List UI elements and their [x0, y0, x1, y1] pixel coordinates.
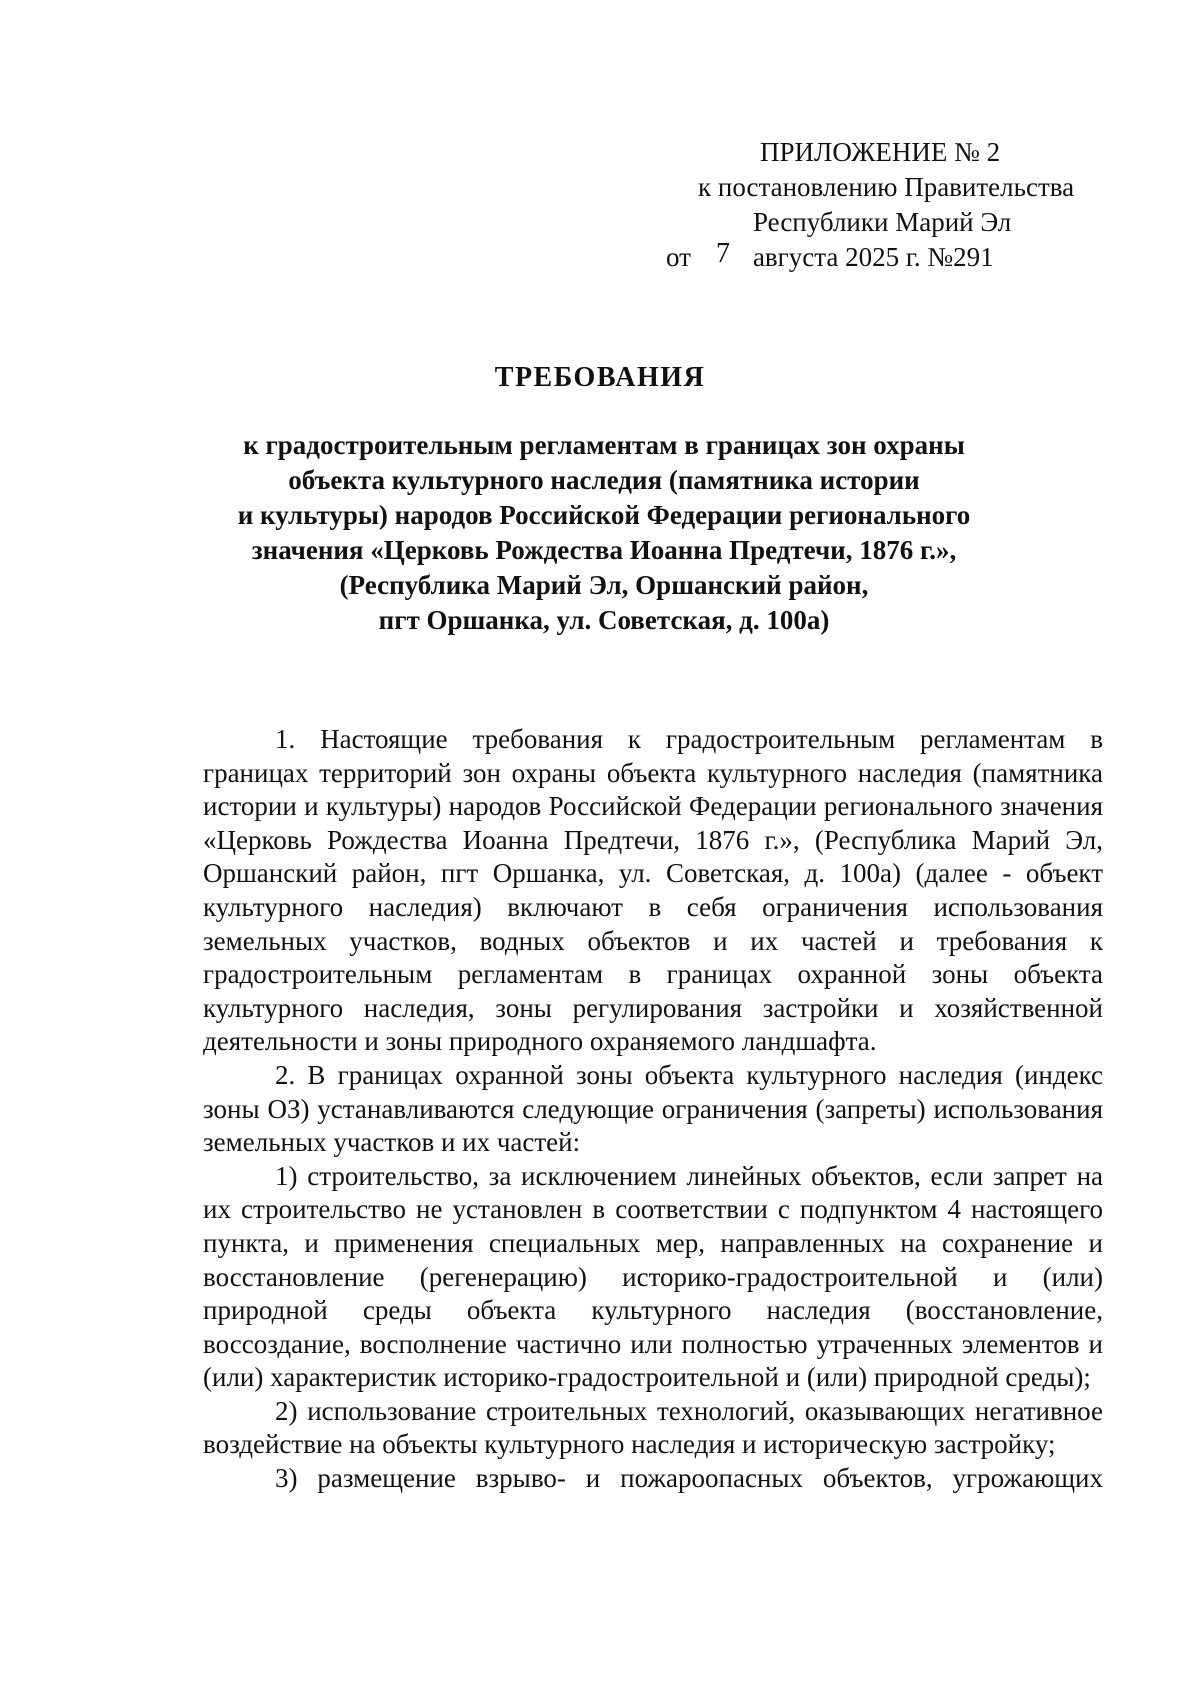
subtitle-line: к градостроительным регламентам в границах зон охраны: [243, 430, 965, 460]
date-day: 7: [715, 238, 730, 269]
document-body: [203, 723, 1103, 1496]
subtitle-line: и культуры) народов Российской Федерации регионального: [237, 500, 971, 530]
appendix-republic: Республики Марий Эл: [753, 207, 1012, 237]
date-rest: августа 2025 г. №291: [752, 242, 994, 272]
subtitle-line: (Республика Марий Эл, Оршанский район,: [339, 570, 869, 600]
paragraph: 2) использование строительных технологий, оказывающих негативное воздействие на объекты культурного наследия и историческую застройку;: [203, 1395, 1103, 1460]
paragraph: 1) строительство, за исключением линейных объектов, если запрет на их строительство не установлен в соответствии с подпунктом 4 настоящего пункта, и применения специальных мер, направленных на сохранение и восстановление (регенерацию) историко-градостроительной и (или) природной среды объекта культурного наследия (восстановление, воссоздание, восполнение частично или полностью утраченных элементов и (или) характеристик историко-градостроительной и (или) природной среды);: [203, 1160, 1103, 1393]
document-title: ТРЕБОВАНИЯ: [494, 362, 706, 393]
paragraph: 2. В границах охранной зоны объекта культурного наследия (индекс зоны ОЗ) устанавливаются следующие ограничения (запреты) использования земельных участков и их частей:: [203, 1059, 1103, 1158]
appendix-decree: к постановлению Правительства: [698, 172, 1075, 202]
paragraph: 1. Настоящие требования к градостроительным регламентам в границах территорий зон охраны объекта культурного наследия (памятника истории и культуры) народов Российской Федерации регионального значения «Церковь Рождества Иоанна Предтечи, 1876 г.», (Республика Марий Эл, Оршанский район, пгт Оршанка, ул. Советская, д. 100а) (далее - объект культурного наследия) включают в себя ограничения использования земельных участков, водных объектов и их частей и требования к градостроительным регламентам в границах охранной зоны объекта культурного наследия, зоны регулирования застройки и хозяйственной деятельности и зоны природного охраняемого ландшафта.: [203, 724, 1103, 1057]
appendix-date: [666, 239, 994, 276]
subtitle-line: значения «Церковь Рождества Иоанна Предтечи, 1876 г.»,: [251, 535, 957, 565]
subtitle-line: пгт Оршанка, ул. Советская, д. 100а): [378, 605, 830, 635]
appendix-title: ПРИЛОЖЕНИЕ № 2: [760, 137, 1001, 167]
subtitle-line: объекта культурного наследия (памятника истории: [288, 465, 920, 495]
document-subtitle: [200, 428, 1008, 638]
paragraph: 3) размещение взрыво- и пожароопасных объектов, угрожающих: [275, 1463, 1103, 1494]
date-prefix: от: [666, 242, 691, 272]
